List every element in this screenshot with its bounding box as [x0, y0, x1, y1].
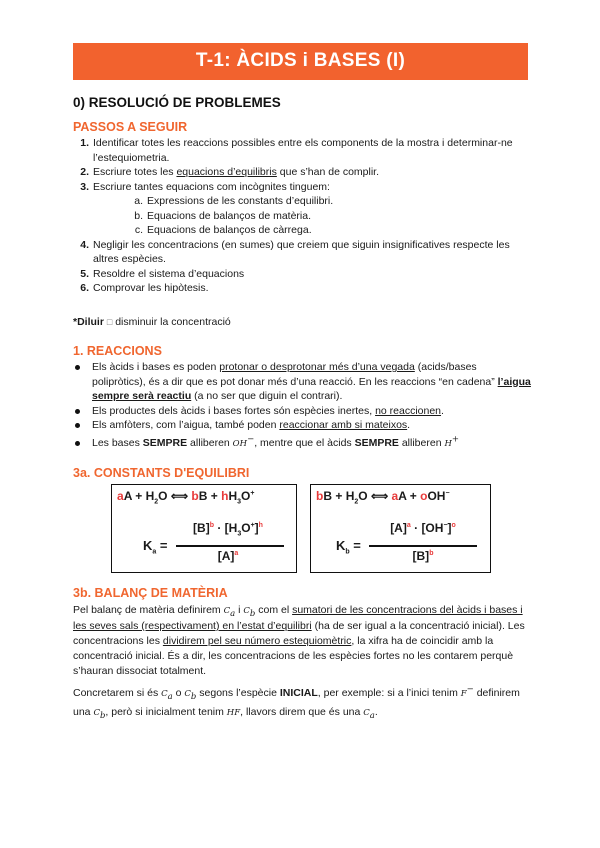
paragraph: Concretarem si és $C_a$ o $C_b$ segons l’espècie INICIAL, per exemple: si a l’inici tenim F− definirem una $C_b$, però si inicialment tenim HF, llavors direm que és una $C_a$.: [73, 684, 520, 722]
list-item: 4. Negligir les concentracions (en sumes) que creiem que siguin insignificatives respecte les altres espècies.: [80, 238, 510, 265]
list-item: 1. Identificar totes les reaccions possibles entre els components de la mostra i determinar-ne l’estequiometria.: [80, 137, 513, 164]
bullet-icon: [75, 441, 80, 446]
steps-list: [73, 136, 533, 296]
list-item: Els amfòters, com l’aigua, també poden reaccionar amb si mateixos.: [73, 418, 533, 433]
base-k-label: $K_b$ =: [336, 538, 361, 556]
steps-heading: PASSOS A SEGUIR: [73, 120, 188, 134]
list-item: b. Equacions de balanços de matèria.: [134, 209, 312, 222]
page-title: T-1: ÀCIDS i BASES (I): [195, 50, 406, 72]
list-item: a. Expressions de les constants d’equilibri.: [134, 195, 334, 207]
reactions-list: [73, 360, 533, 451]
dilute-note: *Diluir □ disminuir la concentració: [73, 316, 231, 328]
list-item: Els productes dels àcids i bases fortes són espècies inertes, no reaccionen.: [73, 404, 533, 419]
list-item: Els àcids i bases es poden protonar o desprotonar més d’una vegada (acids/bases polipròtics), és a dir que es pot donar més d’una reacció. En les reaccions “en cadena” l’aigua sempre serà reactiu (a no ser que diguin el contrari).: [73, 360, 533, 404]
base-denominator: $[B]^b$: [412, 549, 434, 563]
acid-constant-box: [111, 484, 297, 573]
base-numerator: $[A]^a \cdot [OH^-]^o$: [390, 521, 456, 535]
base-fraction-line: [369, 545, 477, 547]
acid-k-label: $K_a$ =: [143, 538, 168, 556]
section-3a-heading: 3a. CONSTANTS D'EQUILIBRI: [73, 466, 250, 480]
list-item: 5. Resoldre el sistema d’equacions: [80, 267, 245, 280]
bullet-icon: [75, 365, 80, 370]
base-constant-box: [310, 484, 491, 573]
title-banner: [73, 43, 528, 80]
list-item: c. Equacions de balanços de càrrega.: [134, 224, 312, 236]
section-0-heading: 0) RESOLUCIÓ DE PROBLEMES: [73, 95, 281, 110]
acid-fraction-line: [176, 545, 284, 547]
paragraph: Pel balanç de matèria definirem $C_a$ i $C_b$ com el sumatori de les concentracions del àcids i bases i les seves sals (respectivament) en l’estat d’equilibri (ha de ser igual a la concentració inicial). Les concentracions les dividirem pel seu número estequiomètric, la xifra ha de coincidir amb la concentració inicial. És a dir, les concentracions de les espècies fortes no les contarem perquè s’hauran dissociat totalment.: [73, 604, 525, 677]
mass-balance-text: [73, 603, 533, 722]
acid-reaction: aA + $H_2O$ ⟺ bB + $hH_3O^+$: [117, 489, 255, 506]
section-3b-heading: 3b. BALANÇ DE MATÈRIA: [73, 586, 228, 600]
bullet-icon: [75, 409, 80, 414]
equilibrium-arrow-icon: ⟺: [170, 489, 189, 503]
list-item: Les bases SEMPRE alliberen OH−, mentre que el àcids SEMPRE alliberen H+: [73, 436, 533, 452]
acid-denominator: $[A]^a$: [217, 549, 239, 563]
equilibrium-arrow-icon: ⟺: [370, 489, 389, 503]
substeps-list: [93, 194, 533, 238]
bullet-icon: [75, 423, 80, 428]
section-1-heading: 1. REACCIONS: [73, 344, 162, 358]
arrow-icon: □: [106, 317, 113, 327]
base-reaction: bB + $H_2O$ ⟺ aA + oOH−: [316, 489, 450, 506]
list-item: 3. Escriure tantes equacions com incògnites tinguem: a. Expressions de les constants d’equilibri. b. Equacions de balanços de matèria. c. Equacions de balanços de càrrega.: [73, 180, 533, 238]
list-item: 2. Escriure totes les equacions d’equilibris que s’han de complir.: [80, 166, 380, 178]
acid-numerator: $[B]^b \cdot [H_3O^+]^h$: [193, 521, 263, 538]
list-item: 6. Comprovar les hipòtesis.: [80, 282, 209, 294]
